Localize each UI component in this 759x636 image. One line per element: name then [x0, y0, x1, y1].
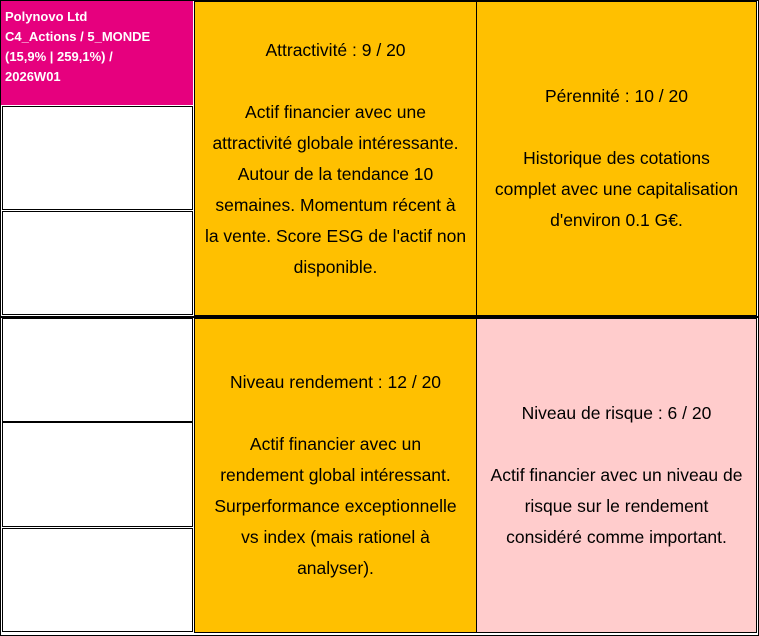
blank-cell: [2, 318, 193, 422]
asset-name: Polynovo Ltd: [5, 9, 88, 24]
blank-cell: [2, 211, 193, 315]
asset-performance: (15,9% | 259,1%) /: [5, 49, 113, 64]
attractivite-panel: [194, 1, 477, 316]
perennite-score: Pérennité : 10 / 20: [544, 86, 689, 106]
perennite-description: Historique des cotations complet avec une capitalisation d'environ 0.1 G€.: [494, 148, 739, 230]
blank-cell: [2, 422, 193, 527]
attractivite-score: Attractivité : 9 / 20: [265, 39, 406, 60]
asset-week: 2026W01: [5, 69, 61, 84]
rendement-score: Niveau rendement : 12 / 20: [229, 372, 442, 392]
row-divider: [0, 316, 759, 318]
asset-category: C4_Actions / 5_MONDE: [5, 29, 151, 44]
risque-score: Niveau de risque : 6 / 20: [521, 403, 712, 423]
risque-panel: [476, 318, 757, 633]
attractivite-description: Actif financier avec une attractivité globale intéressante. Autour de la tendance 10 semaines. Momentum récent à la vente. Score ESG de l'actif non disponible.: [204, 101, 467, 277]
blank-cell: [2, 528, 193, 632]
risque-description: Actif financier avec un niveau de risque sur le rendement considéré comme important.: [490, 465, 743, 547]
blank-cell: [2, 106, 193, 210]
perennite-panel: [476, 1, 757, 316]
asset-header: [1, 1, 193, 105]
rendement-description: Actif financier avec un rendement global intéressant. Surperformance exceptionnelle vs index (mais rationel à analyser).: [214, 434, 457, 578]
rendement-panel: [194, 318, 477, 633]
